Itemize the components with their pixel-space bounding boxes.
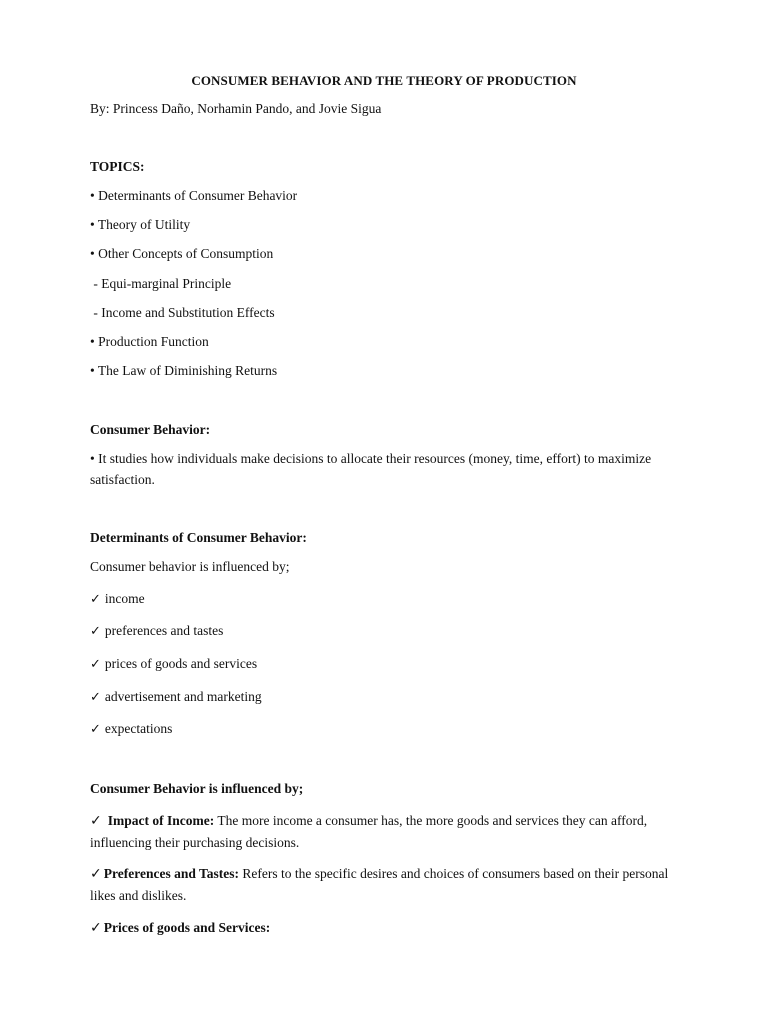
determinant-item bbox=[90, 588, 678, 610]
topic-item: • Production Function bbox=[90, 334, 209, 349]
checkmark-icon: ✓ bbox=[90, 866, 102, 882]
determinant-item bbox=[90, 620, 678, 642]
checkmark-icon: ✓ bbox=[90, 592, 101, 607]
determinant-label: preferences and tastes bbox=[104, 623, 224, 638]
topic-subitem: - Equi-marginal Principle bbox=[90, 276, 232, 291]
influence-item bbox=[90, 863, 673, 906]
document-authors: By: Princess Daño, Norhamin Pando, and Jovie Sigua bbox=[90, 101, 382, 116]
influenced-heading: Consumer Behavior is influenced by; bbox=[90, 781, 304, 796]
determinant-label: advertisement and marketing bbox=[104, 689, 262, 704]
influence-term: Preferences and Tastes: bbox=[103, 866, 239, 881]
influence-item bbox=[90, 917, 673, 939]
checkmark-icon: ✓ bbox=[90, 690, 101, 705]
consumer-behavior-paragraph: • It studies how individuals make decisions to allocate their resources (money, time, effort) to maximize satisfaction. bbox=[90, 451, 652, 487]
consumer-behavior-heading: Consumer Behavior: bbox=[90, 422, 211, 437]
topics-heading: TOPICS: bbox=[90, 159, 145, 174]
checkmark-icon: ✓ bbox=[90, 920, 102, 936]
topic-subitem: - Income and Substitution Effects bbox=[90, 305, 275, 320]
determinant-label: prices of goods and services bbox=[104, 656, 258, 671]
determinants-intro: Consumer behavior is influenced by; bbox=[90, 559, 290, 574]
determinant-item bbox=[90, 653, 678, 675]
influence-term: Impact of Income: bbox=[107, 813, 215, 828]
topic-item: • The Law of Diminishing Returns bbox=[90, 363, 278, 378]
checkmark-icon: ✓ bbox=[90, 657, 101, 672]
influence-text: Refers to the specific desires and choices of consumers based on their personal likes and dislikes. bbox=[90, 866, 669, 903]
determinant-item bbox=[90, 686, 678, 708]
checkmark-icon: ✓ bbox=[90, 722, 101, 737]
topic-item: • Theory of Utility bbox=[90, 217, 191, 232]
checkmark-icon: ✓ bbox=[90, 813, 102, 829]
topic-item: • Other Concepts of Consumption bbox=[90, 246, 274, 261]
influence-text: The more income a consumer has, the more goods and services they can afford, influencing their purchasing decisions. bbox=[90, 813, 648, 850]
checkmark-icon: ✓ bbox=[90, 624, 101, 639]
determinant-label: income bbox=[104, 591, 145, 606]
influence-term: Prices of goods and Services: bbox=[103, 920, 271, 935]
document-title: CONSUMER BEHAVIOR AND THE THEORY OF PRODUCTION bbox=[191, 73, 577, 88]
determinant-item bbox=[90, 718, 678, 740]
determinants-heading: Determinants of Consumer Behavior: bbox=[90, 530, 307, 545]
determinant-label: expectations bbox=[104, 721, 173, 736]
influence-item bbox=[90, 810, 673, 853]
topic-item: • Determinants of Consumer Behavior bbox=[90, 188, 298, 203]
